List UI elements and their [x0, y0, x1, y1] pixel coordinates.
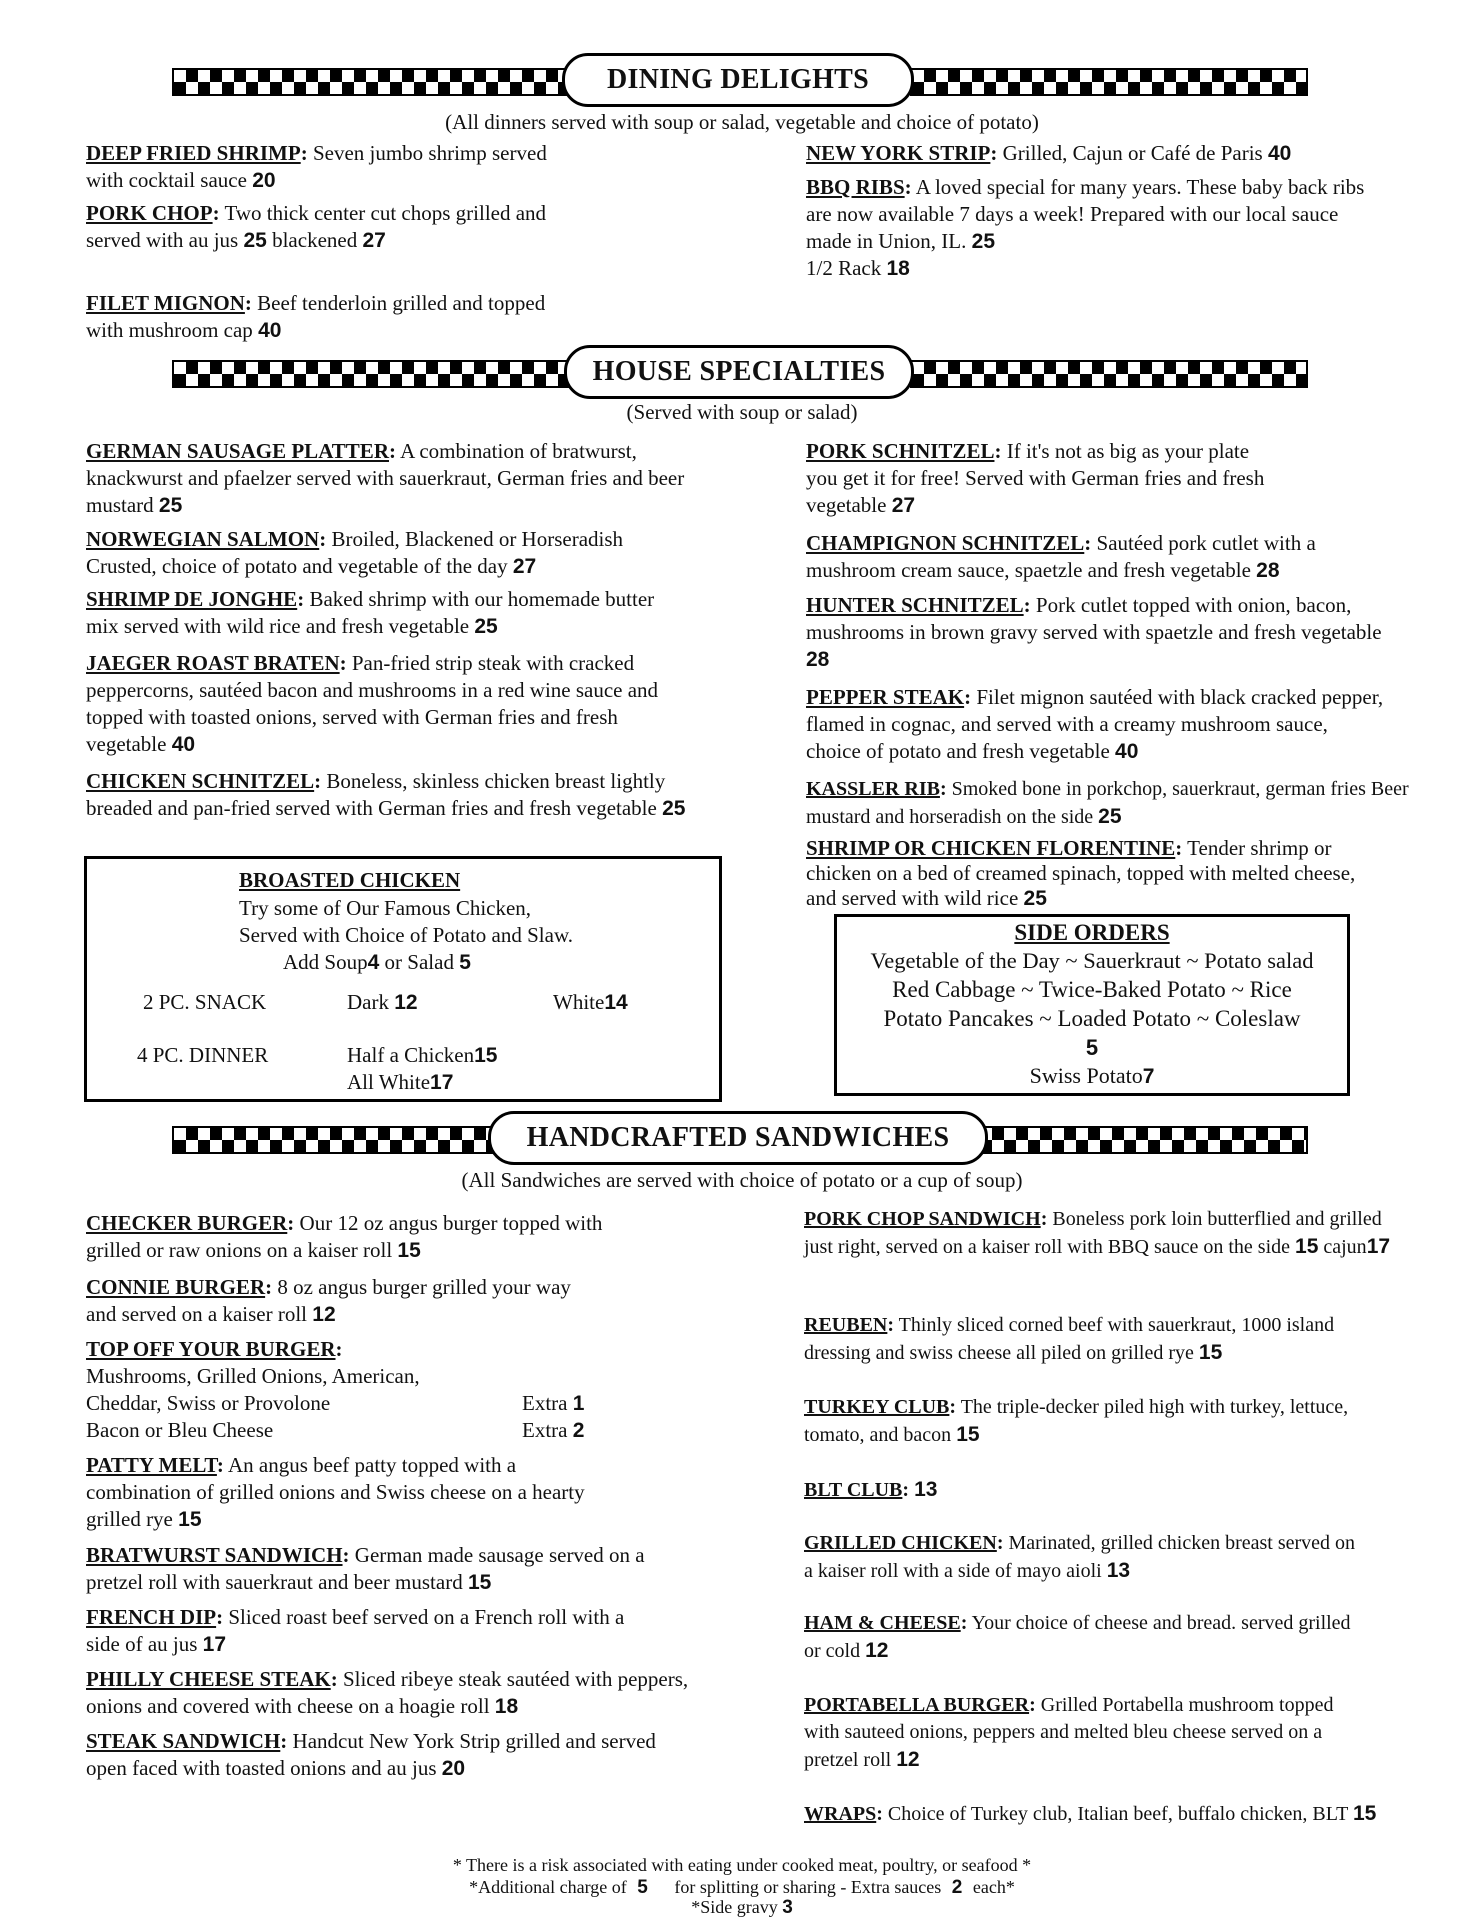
item-name: GRILLED CHICKEN: [804, 1532, 997, 1554]
item-name: DEEP FRIED SHRIMP: [86, 141, 301, 165]
menu-item: JAEGER ROAST BRATEN: Pan-fried strip steak with cracked peppercorns, sautéed bacon and mushrooms in a red wine sauce and topped with toasted onions, served with German fries and fresh vegetable 40: [86, 651, 659, 756]
topoff-block: TOP OFF YOUR BURGER: Mushrooms, Grilled Onions, American, Cheddar, Swiss or Provolone Bacon or Bleu Cheese: [86, 1337, 420, 1442]
menu-item: WRAPS: Choice of Turkey club, Italian beef, buffalo chicken, BLT 15: [804, 1802, 1377, 1825]
item-desc: Sliced ribeye steak sautéed with peppers, onions and covered with cheese on a hoagie roll: [86, 1667, 689, 1718]
menu-item: KASSLER RIB: Smoked bone in porkchop, sauerkraut, german fries Beer mustard and horseradish on the side 25: [806, 778, 1409, 828]
menu-item: GERMAN SAUSAGE PLATTER: A combination of bratwurst, knackwurst and pfaelzer served with sauerkraut, German fries and beer mustard 25: [86, 439, 685, 517]
banner-sandwiches: [172, 1122, 1308, 1154]
item-desc: Pork cutlet topped with onion, bacon, mushrooms in brown gravy served with spaetzle and fresh vegetable: [806, 593, 1382, 644]
item-desc: A combination of bratwurst, knackwurst and pfaelzer served with sauerkraut, German fries and beer mustard: [86, 439, 685, 517]
split-price: 5: [637, 1877, 648, 1898]
banner-house: [172, 356, 1308, 388]
section-subtitle: (Served with soup or salad): [626, 400, 858, 424]
item-name: PHILLY CHEESE STEAK: [86, 1667, 331, 1691]
item-name: HUNTER SCHNITZEL: [806, 593, 1024, 617]
item-price: 25: [243, 229, 267, 252]
menu-item: HUNTER SCHNITZEL: Pork cutlet topped with onion, bacon, mushrooms in brown gravy served with spaetzle and fresh vegetable 28: [806, 593, 1382, 671]
item-name: PORK SCHNITZEL: [806, 439, 995, 463]
item-price: 40: [1115, 740, 1139, 763]
box-line: Try some of Our Famous Chicken,: [239, 896, 532, 920]
section-subtitle: (All dinners served with soup or salad, vegetable and choice of potato): [445, 110, 1039, 134]
banner-dining: [172, 64, 1308, 96]
menu-item: GRILLED CHICKEN: Marinated, grilled chicken breast served on a kaiser roll with a side of mayo aioli 13: [804, 1532, 1356, 1582]
item-name: PEPPER STEAK: [806, 685, 965, 709]
item-name: PORK CHOP: [86, 201, 213, 225]
item-desc: Grilled, Cajun or Café de Paris: [1002, 141, 1263, 165]
menu-item: NORWEGIAN SALMON: Broiled, Blackened or Horseradish Crusted, choice of potato and vegetable of the day 27: [86, 527, 624, 578]
item-name: PATTY MELT: [86, 1453, 217, 1477]
menu-item: PORK SCHNITZEL: If it's not as big as your plate you get it for free! Served with German fries and fresh vegetable 27: [806, 439, 1265, 517]
item-price: 12: [896, 1748, 920, 1771]
menu-item: BRATWURST SANDWICH: German made sausage served on a pretzel roll with sauerkraut and beer mustard 15: [86, 1543, 645, 1594]
sides-line: Vegetable of the Day ~ Sauerkraut ~ Potato salad: [870, 948, 1314, 973]
menu-item: FRENCH DIP: Sliced roast beef served on a French roll with a side of au jus 17: [86, 1605, 625, 1656]
item-price2-label: blackened: [272, 228, 358, 252]
item-price: 40: [258, 319, 282, 342]
item-price: 25: [1098, 805, 1122, 828]
snack-label: 2 PC. SNACK: [143, 990, 267, 1014]
broasted-chicken-box: [84, 856, 722, 1102]
item-price: 27: [512, 555, 537, 578]
menu-item: PEPPER STEAK: Filet mignon sautéed with black cracked pepper, flamed in cognac, and served with a creamy mushroom sauce, choice of potato and fresh vegetable 40: [806, 685, 1384, 763]
item-name: REUBEN: [804, 1314, 888, 1336]
item-desc: Tender shrimp or chicken on a bed of creamed spinach, topped with melted cheese, and served with wild rice: [806, 836, 1356, 910]
item-price: 15: [1198, 1341, 1223, 1364]
topoff-line: Cheddar, Swiss or Provolone: [86, 1391, 331, 1415]
topoff-line: Bacon or Bleu Cheese: [86, 1418, 274, 1442]
menu-item: HAM & CHEESE: Your choice of cheese and bread. served grilled or cold 12: [804, 1612, 1351, 1662]
menu-item: TURKEY CLUB: The triple-decker piled high with turkey, lettuce, tomato, and bacon 15: [804, 1396, 1349, 1446]
menu-item: PATTY MELT: An angus beef patty topped with a combination of grilled onions and Swiss cheese on a hearty grilled rye 15: [86, 1453, 585, 1531]
menu-item: STEAK SANDWICH: Handcut New York Strip grilled and served open faced with toasted onions and au jus 20: [86, 1729, 656, 1780]
footer-warning: * There is a risk associated with eating under cooked meat, poultry, or seafood *: [452, 1855, 1032, 1875]
item-desc: Our 12 oz angus burger topped with grilled or raw onions on a kaiser roll: [86, 1211, 603, 1262]
sides-title: SIDE ORDERS: [1014, 920, 1170, 945]
item-price: 15: [467, 1571, 492, 1594]
item-price: 13: [914, 1478, 938, 1501]
item-name: TOP OFF YOUR BURGER: [86, 1337, 336, 1361]
item-price: 17: [202, 1633, 227, 1656]
item-desc: Pan-fried strip steak with cracked peppercorns, sautéed bacon and mushrooms in a red wine sauce and topped with toasted onions, served with German fries and fresh vegetable: [86, 651, 659, 756]
item-desc: 8 oz angus burger grilled your way and served on a kaiser roll: [86, 1275, 571, 1326]
menu-item: SHRIMP DE JONGHE: Baked shrimp with our homemade butter mix served with wild rice and fresh vegetable 25: [86, 587, 655, 638]
half-price: 15: [474, 1044, 498, 1067]
item-price: 18: [494, 1695, 519, 1718]
swiss-price: 7: [1142, 1065, 1155, 1088]
section-title: HOUSE SPECIALTIES: [564, 345, 914, 399]
item-name: CONNIE BURGER: [86, 1275, 266, 1299]
item-desc: Sautéed pork cutlet with a mushroom cream sauce, spaetzle and fresh vegetable: [806, 531, 1316, 582]
item-name: WRAPS: [804, 1803, 877, 1825]
item-name: BLT CLUB: [804, 1479, 903, 1501]
menu-item: PORK CHOP: Two thick center cut chops grilled and served with au jus 25 blackened 27: [86, 201, 547, 252]
item-name: JAEGER ROAST BRATEN: [86, 651, 340, 675]
item-desc: Marinated, grilled chicken breast served on a kaiser roll with a side of mayo aioli: [804, 1532, 1356, 1582]
item-desc: If it's not as big as your plate you get it for free! Served with German fries and fresh vegetable: [806, 439, 1265, 517]
item-price: 25: [1023, 887, 1047, 910]
section-title: HANDCRAFTED SANDWICHES: [488, 1111, 988, 1165]
item-name: HAM & CHEESE: [804, 1612, 961, 1634]
checker-strip-left: [172, 68, 572, 96]
menu-item: PORTABELLA BURGER: Grilled Portabella mushroom topped with sauteed onions, peppers and melted bleu cheese served on a pretzel roll 12: [804, 1694, 1334, 1771]
menu-item: REUBEN: Thinly sliced corned beef with sauerkraut, 1000 island dressing and swiss cheese all piled on grilled rye 15: [804, 1314, 1335, 1364]
soup-price: 4: [367, 951, 380, 974]
menu-item: BBQ RIBS: A loved special for many years. These baby back ribs are now available 7 days a week! Prepared with our local sauce made in Union, IL. 25 1/2 Rack 18: [806, 175, 1365, 280]
sides-line: Potato Pancakes ~ Loaded Potato ~ Coleslaw: [883, 1006, 1301, 1031]
item-desc: German made sausage served on a pretzel roll with sauerkraut and beer mustard: [86, 1543, 645, 1594]
item-name: PORTABELLA BURGER: [804, 1694, 1030, 1716]
item-name: PORK CHOP SANDWICH: [804, 1208, 1041, 1230]
extra-price: 1: [572, 1392, 585, 1415]
menu-item: SHRIMP OR CHICKEN FLORENTINE: Tender shrimp or chicken on a bed of creamed spinach, topped with melted cheese, and served with wild rice 25: [806, 836, 1356, 910]
item-price: 25: [971, 230, 995, 253]
menu-item: FILET MIGNON: Beef tenderloin grilled and topped with mushroom cap 40: [86, 291, 546, 342]
item-price: 13: [1106, 1559, 1131, 1582]
item-name: KASSLER RIB: [806, 778, 940, 800]
item-desc: Sliced roast beef served on a French roll with a side of au jus: [86, 1605, 625, 1656]
item-desc: Two thick center cut chops grilled and served with au jus: [86, 201, 547, 252]
menu-item: DEEP FRIED SHRIMP: Seven jumbo shrimp served with cocktail sauce 20: [86, 141, 547, 192]
item-price: 15: [1295, 1235, 1319, 1258]
menu-item: PORK CHOP SANDWICH: Boneless pork loin butterflied and grilled just right, served on a kaiser roll with BBQ sauce on the side 15 cajun17: [804, 1208, 1391, 1258]
section-title: DINING DELIGHTS: [562, 53, 914, 107]
menu-item: CHICKEN SCHNITZEL: Boneless, skinless chicken breast lightly breaded and pan-fried served with German fries and fresh vegetable 25: [86, 769, 686, 820]
item-price: 25: [662, 797, 686, 820]
item-price: 12: [312, 1303, 336, 1326]
item-name: TURKEY CLUB: [804, 1396, 950, 1418]
item-desc: Thinly sliced corned beef with sauerkraut, 1000 island dressing and swiss cheese all piled on grilled rye: [804, 1314, 1335, 1364]
white-option: White14: [553, 990, 628, 1014]
item-price: 25: [474, 615, 498, 638]
item-price2-label: 1/2 Rack: [806, 256, 882, 280]
side-orders-box: [834, 914, 1350, 1096]
checker-strip-left: [172, 1126, 512, 1154]
item-desc: Broiled, Blackened or Horseradish Crusted, choice of potato and vegetable of the day: [86, 527, 624, 578]
item-name: FRENCH DIP: [86, 1605, 217, 1629]
sides-line: Red Cabbage ~ Twice-Baked Potato ~ Rice: [892, 977, 1292, 1002]
topoff-line: Mushrooms, Grilled Onions, American,: [86, 1364, 420, 1388]
item-desc: Beef tenderloin grilled and topped with mushroom cap: [86, 291, 546, 342]
footer-gravy: *Side gravy 3: [691, 1897, 793, 1918]
item-name: BBQ RIBS: [806, 175, 905, 199]
menu-item: NEW YORK STRIP: Grilled, Cajun or Café de Paris 40: [806, 141, 1292, 165]
item-price2: 27: [362, 229, 386, 252]
checker-strip-right: [910, 360, 1308, 388]
dark-option: Dark 12: [347, 990, 418, 1014]
item-price: 25: [158, 494, 183, 517]
checker-strip-left: [172, 360, 572, 388]
item-name: NORWEGIAN SALMON: [86, 527, 320, 551]
box-title: BROASTED CHICKEN: [239, 868, 461, 892]
menu-item: CONNIE BURGER: 8 oz angus burger grilled your way and served on a kaiser roll 12: [86, 1275, 571, 1326]
box-addons: Add Soup4 or Salad 5: [283, 950, 471, 974]
item-name: NEW YORK STRIP: [806, 141, 991, 165]
item-desc: Boneless pork loin butterflied and grilled just right, served on a kaiser roll with BBQ sauce on the side: [804, 1208, 1382, 1258]
item-desc: Baked shrimp with our homemade butter mix served with wild rice and fresh vegetable: [86, 587, 655, 638]
item-price2: 18: [886, 257, 910, 280]
item-name: GERMAN SAUSAGE PLATTER: [86, 439, 389, 463]
item-price: 28: [1256, 559, 1280, 582]
item-desc: Seven jumbo shrimp served with cocktail sauce: [86, 141, 547, 192]
swiss-potato: Swiss Potato7: [1029, 1063, 1155, 1088]
half-option: Half a Chicken15: [347, 1043, 498, 1067]
menu-item: PHILLY CHEESE STEAK: Sliced ribeye steak sautéed with peppers, onions and covered with cheese on a hoagie roll 18: [86, 1667, 689, 1718]
menu-item: CHECKER BURGER: Our 12 oz angus burger topped with grilled or raw onions on a kaiser roll 15: [86, 1211, 603, 1262]
item-desc: Filet mignon sautéed with black cracked pepper, flamed in cognac, and served with a creamy mushroom sauce, choice of potato and fresh vegetable: [806, 685, 1384, 763]
section-subtitle: (All Sandwiches are served with choice of potato or a cup of soup): [461, 1168, 1023, 1192]
item-desc: Grilled Portabella mushroom topped with sauteed onions, peppers and melted bleu cheese served on a pretzel roll: [804, 1694, 1334, 1771]
item-price2-label: cajun: [1323, 1236, 1367, 1258]
item-desc: Handcut New York Strip grilled and served open faced with toasted onions and au jus: [86, 1729, 656, 1780]
checker-strip-right: [910, 68, 1308, 96]
item-price2: 17: [1366, 1235, 1391, 1258]
item-desc: An angus beef patty topped with a combination of grilled onions and Swiss cheese on a hearty grilled rye: [86, 1453, 585, 1531]
menu-item: BLT CLUB: 13: [804, 1478, 938, 1501]
item-desc: Your choice of cheese and bread. served grilled or cold: [804, 1612, 1351, 1662]
item-desc: The triple-decker piled high with turkey, lettuce, tomato, and bacon: [804, 1396, 1349, 1446]
item-name: CHICKEN SCHNITZEL: [86, 769, 315, 793]
dark-price: 12: [394, 991, 418, 1014]
sides-price: 5: [1085, 1035, 1099, 1060]
item-price: 15: [397, 1239, 421, 1262]
extra-charge: Extra 1: [522, 1391, 585, 1415]
item-desc: Choice of Turkey club, Italian beef, buffalo chicken, BLT: [887, 1803, 1348, 1825]
item-price: 27: [891, 494, 916, 517]
dinner-label: 4 PC. DINNER: [137, 1043, 269, 1067]
item-price: 40: [171, 733, 196, 756]
item-price: 28: [806, 648, 830, 671]
item-price: 40: [1267, 142, 1292, 165]
salad-price: 5: [459, 951, 471, 974]
item-price: 15: [178, 1508, 202, 1531]
item-name: BRATWURST SANDWICH: [86, 1543, 343, 1567]
item-desc: Boneless, skinless chicken breast lightly breaded and pan-fried served with German fries and fresh vegetable: [86, 769, 666, 820]
item-price: 12: [865, 1639, 889, 1662]
box-line: Served with Choice of Potato and Slaw.: [239, 923, 574, 947]
item-name: CHAMPIGNON SCHNITZEL: [806, 531, 1085, 555]
allwhite-price: 17: [430, 1071, 454, 1094]
item-price: 20: [441, 1757, 466, 1780]
footer-charges: *Additional charge of 5 for splitting or sharing - Extra sauces 2 each*: [469, 1877, 1015, 1898]
item-price: 15: [1353, 1802, 1377, 1825]
gravy-price: 3: [782, 1897, 793, 1918]
item-desc: A loved special for many years. These baby back ribs are now available 7 days a week! Prepared with our local sauce made in Union, IL.: [806, 175, 1365, 253]
sauce-price: 2: [951, 1877, 963, 1898]
item-price: 15: [956, 1423, 980, 1446]
item-price: 20: [252, 169, 276, 192]
checker-strip-right: [978, 1126, 1308, 1154]
white-price: 14: [604, 991, 628, 1014]
extra-price: 2: [572, 1419, 585, 1442]
allwhite-option: All White17: [347, 1070, 454, 1094]
item-name: CHECKER BURGER: [86, 1211, 288, 1235]
item-name: SHRIMP OR CHICKEN FLORENTINE: [806, 836, 1176, 860]
item-desc: Smoked bone in porkchop, sauerkraut, german fries Beer mustard and horseradish on the side: [806, 778, 1409, 828]
item-name: FILET MIGNON: [86, 291, 245, 315]
item-name: STEAK SANDWICH: [86, 1729, 281, 1753]
item-name: SHRIMP DE JONGHE: [86, 587, 298, 611]
menu-item: CHAMPIGNON SCHNITZEL: Sautéed pork cutlet with a mushroom cream sauce, spaetzle and fresh vegetable 28: [806, 531, 1316, 582]
extra-charge: Extra 2: [522, 1418, 585, 1442]
